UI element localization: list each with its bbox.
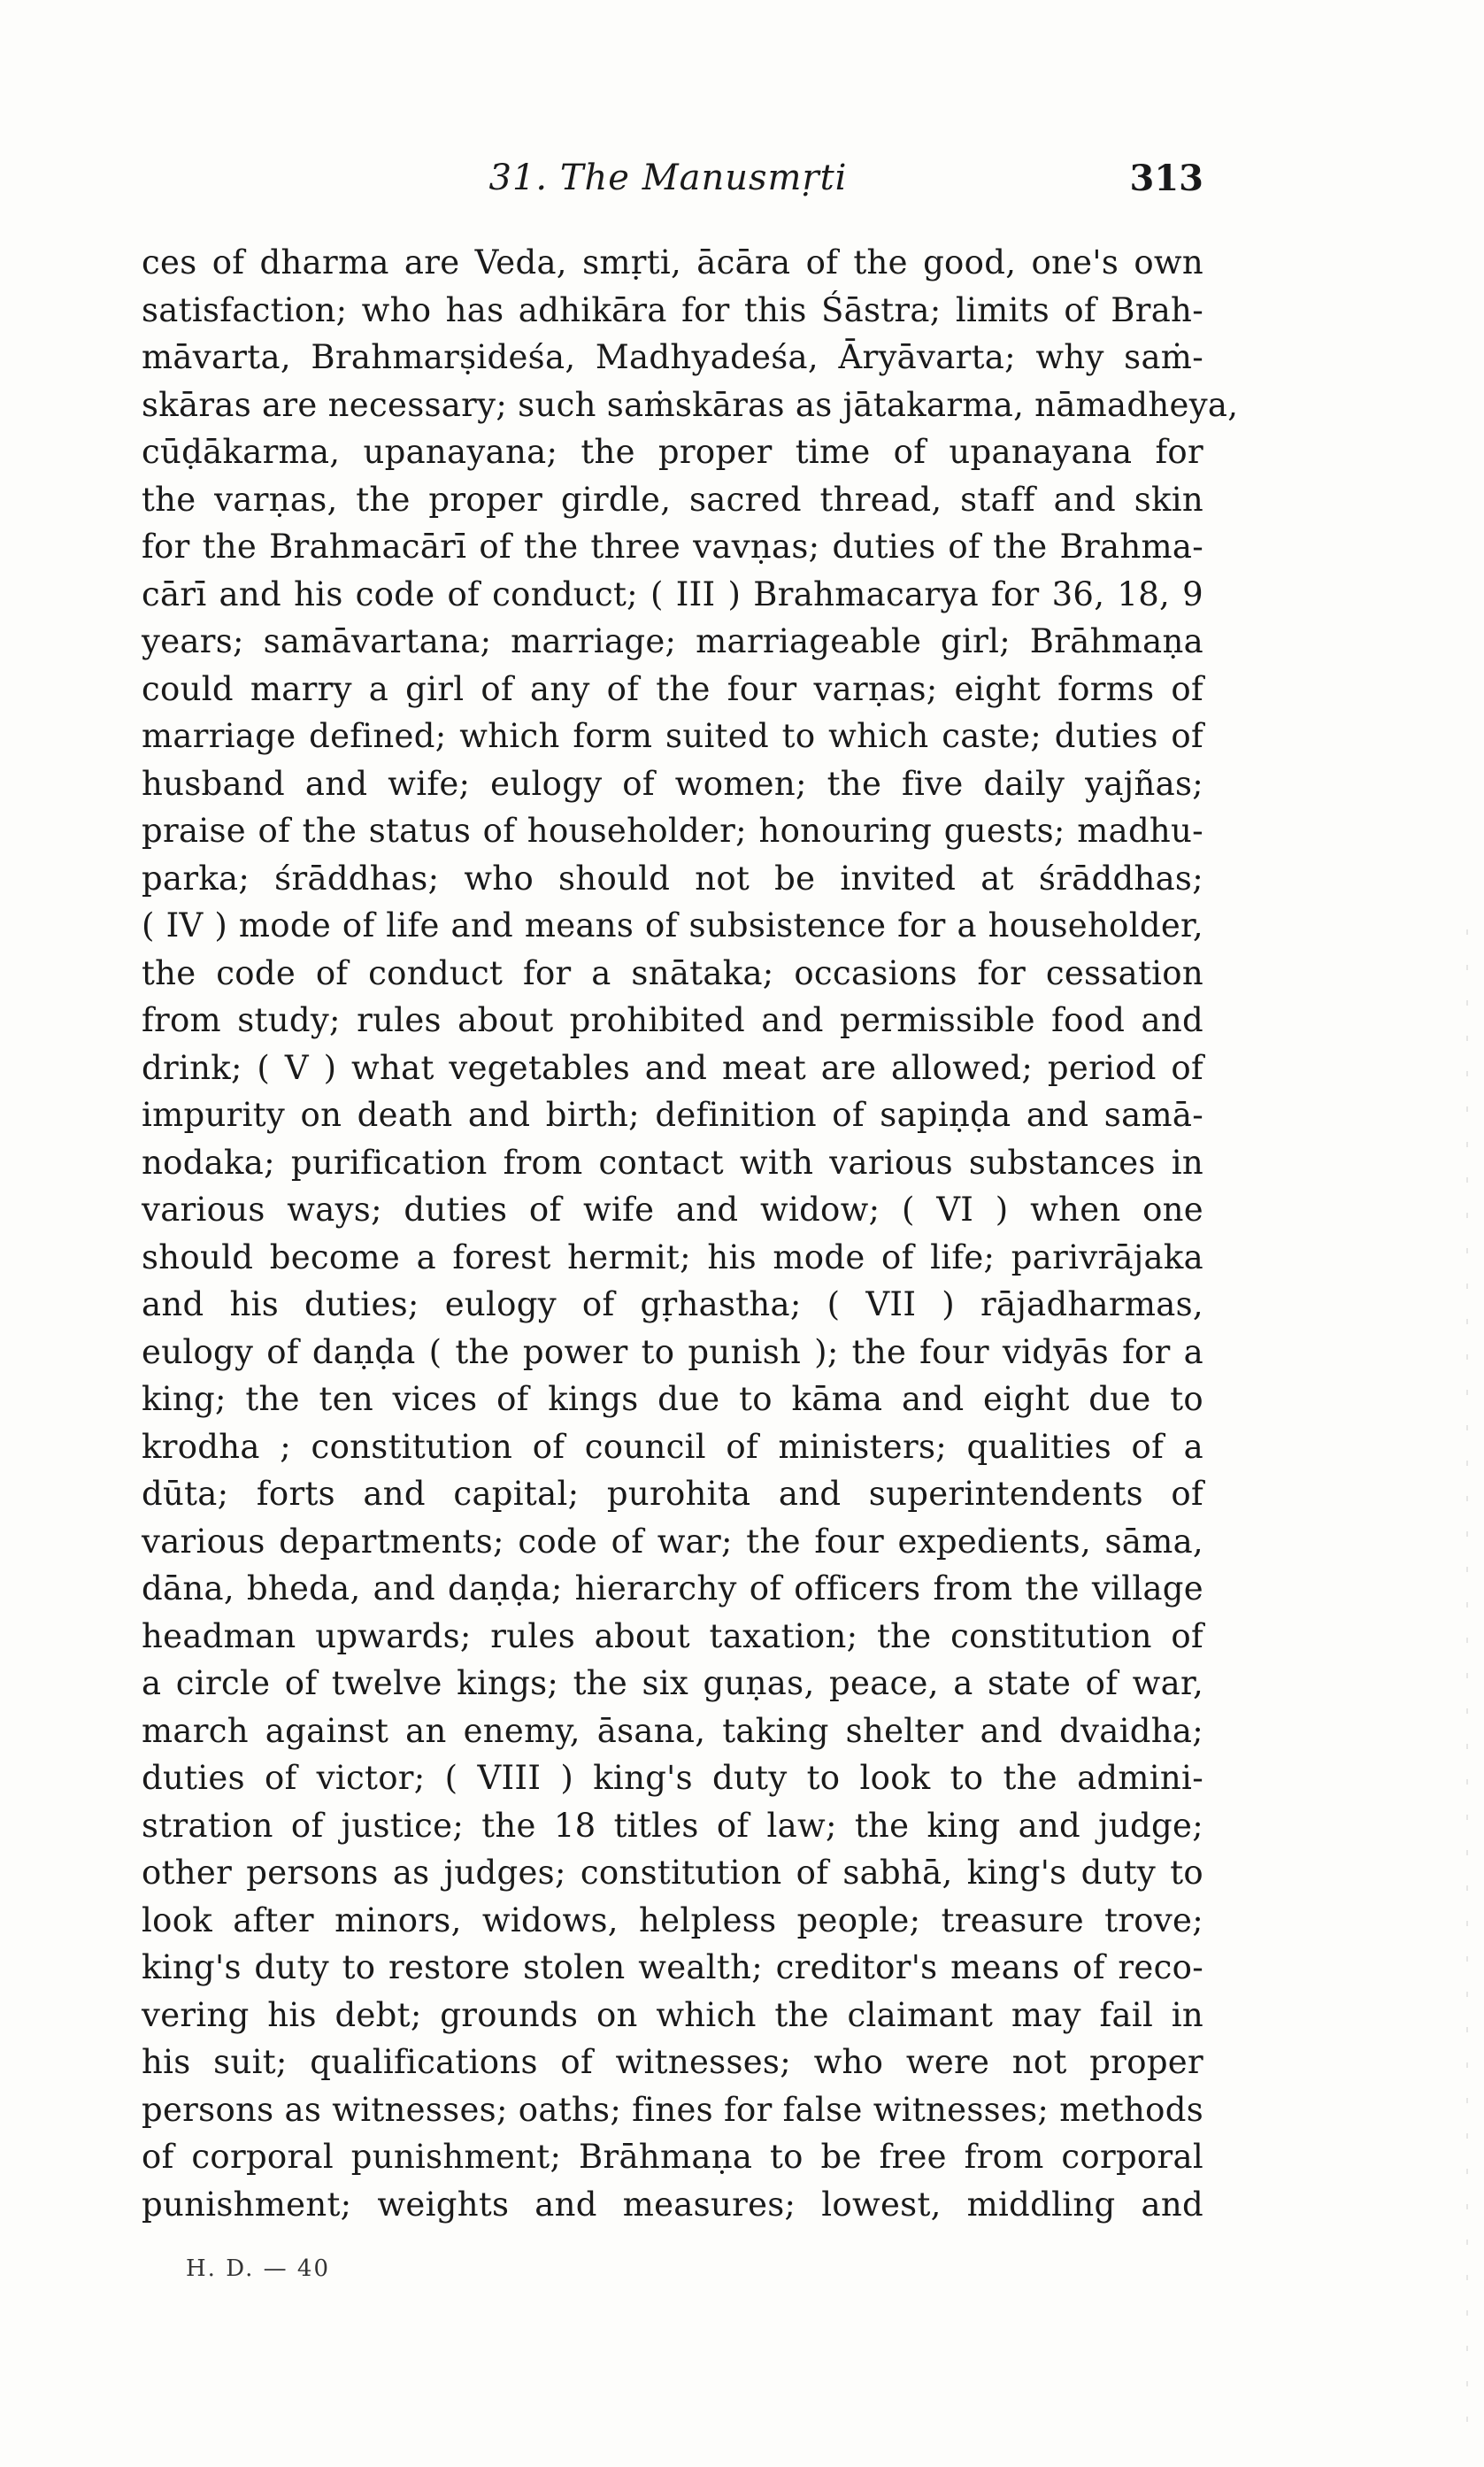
scan-edge-artifact xyxy=(1466,929,1468,2434)
text-line: headman upwards; rules about taxation; the constitution of xyxy=(142,1616,1203,1655)
text-line: nodaka; purification from contact with various substances in xyxy=(142,1143,1203,1182)
body-text xyxy=(142,239,1239,2228)
text-line: krodha ; constitution of council of ministers; qualities of a xyxy=(142,1427,1203,1466)
text-line: cārī and his code of conduct; ( III ) Brahmacarya for 36, 18, 9 xyxy=(142,574,1203,613)
chapter-title: 31. The Manusmṛti xyxy=(488,158,848,198)
text-line: vering his debt; grounds on which the claimant may fail in xyxy=(142,1995,1203,2034)
text-line: the code of conduct for a snātaka; occasions for cessation xyxy=(142,953,1203,992)
text-line: march against an enemy, āsana, taking shelter and dvaidha; xyxy=(142,1711,1203,1750)
text-line: punishment; weights and measures; lowest, middling and xyxy=(142,2185,1203,2224)
text-line: husband and wife; eulogy of women; the five daily yajñas; xyxy=(142,764,1203,803)
text-line: various departments; code of war; the four expedients, sāma, xyxy=(142,1522,1203,1561)
text-line: the varṇas, the proper girdle, sacred thread, staff and skin xyxy=(142,480,1203,519)
running-header xyxy=(133,158,1203,211)
text-line: satisfaction; who has adhikāra for this Śāstra; limits of Brah- xyxy=(142,290,1203,329)
text-line: impurity on death and birth; definition of sapiṇḍa and samā- xyxy=(142,1096,1203,1134)
text-line: his suit; qualifications of witnesses; who were not proper xyxy=(142,2043,1203,2081)
text-line: eulogy of daṇḍa ( the power to punish ); the four vidyās for a xyxy=(142,1332,1203,1371)
text-line: stration of justice; the 18 titles of law; the king and judge; xyxy=(142,1806,1203,1845)
text-line: and his duties; eulogy of gṛhastha; ( VII ) rājadharmas, xyxy=(142,1285,1203,1323)
text-line: other persons as judges; constitution of sabhā, king's duty to xyxy=(142,1854,1203,1892)
text-line: a circle of twelve kings; the six guṇas, peace, a state of war, xyxy=(142,1664,1203,1702)
text-line: various ways; duties of wife and widow; ( VI ) when one xyxy=(142,1191,1203,1229)
text-line: for the Brahmacārī of the three vavṇas; duties of the Brahma- xyxy=(142,528,1203,566)
text-line: cūḍākarma, upanayana; the proper time of upanayana for xyxy=(142,433,1203,471)
text-line: marriage defined; which form suited to which caste; duties of xyxy=(142,717,1203,755)
text-line: māvarta, Brahmarṣideśa, Madhyadeśa, Āryāvarta; why saṁ- xyxy=(142,338,1203,376)
signature-mark: H. D. — 40 xyxy=(186,2255,330,2282)
text-line: duties of victor; ( VIII ) king's duty to look to the admini- xyxy=(142,1759,1203,1797)
text-line: from study; rules about prohibited and permissible food and xyxy=(142,1001,1203,1039)
text-line: king; the ten vices of kings due to kāma and eight due to xyxy=(142,1380,1203,1418)
text-line: years; samāvartana; marriage; marriageable girl; Brāhmaṇa xyxy=(142,622,1203,660)
text-line: king's duty to restore stolen wealth; creditor's means of reco- xyxy=(142,1948,1203,1986)
text-line: persons as witnesses; oaths; fines for false witnesses; methods xyxy=(142,2090,1203,2129)
page-number: 313 xyxy=(1129,158,1203,199)
text-line: dūta; forts and capital; purohita and superintendents of xyxy=(142,1475,1203,1513)
text-line: could marry a girl of any of the four varṇas; eight forms of xyxy=(142,669,1203,708)
text-line: parka; śrāddhas; who should not be invited at śrāddhas; xyxy=(142,859,1203,898)
text-line: dāna, bheda, and daṇḍa; hierarchy of officers from the village xyxy=(142,1569,1203,1607)
text-line: of corporal punishment; Brāhmaṇa to be free from corporal xyxy=(142,2138,1203,2176)
text-line: drink; ( V ) what vegetables and meat are allowed; period of xyxy=(142,1048,1203,1087)
text-line: should become a forest hermit; his mode of life; parivrājaka xyxy=(142,1237,1203,1276)
text-line: ( IV ) mode of life and means of subsistence for a householder, xyxy=(142,906,1203,944)
text-line: ces of dharma are Veda, smṛti, ācāra of the good, one's own xyxy=(142,243,1203,281)
text-line: praise of the status of householder; honouring guests; madhu- xyxy=(142,812,1203,850)
text-line: skāras are necessary; such saṁskāras as jātakarma, nāmadheya, xyxy=(142,385,1239,424)
text-line: look after minors, widows, helpless people; treasure trove; xyxy=(142,1900,1203,1939)
